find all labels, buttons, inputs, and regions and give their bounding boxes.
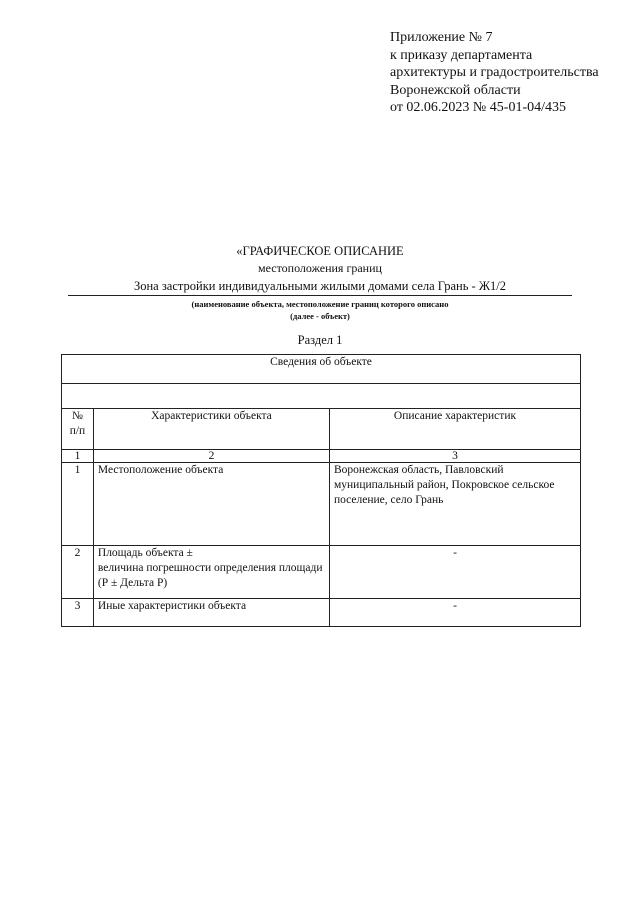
table-row — [62, 546, 581, 599]
row-characteristic: Площадь объекта ± величина погрешности определения площади (Р ± Дельта Р) — [93, 546, 329, 599]
column-header-num: № п/п — [62, 409, 94, 450]
row-description: - — [329, 599, 580, 627]
document-title-block — [60, 243, 580, 349]
row-characteristic: Местоположение объекта — [93, 463, 329, 546]
object-name-caption-2: (далее - объект) — [290, 311, 350, 321]
attachment-line: к приказу департамента — [390, 47, 533, 63]
table-index-row — [62, 450, 581, 463]
object-name-caption: (наименование объекта, местоположение границ которого описано — [191, 299, 449, 309]
table-row — [62, 463, 581, 546]
index-cell: 2 — [93, 450, 329, 463]
object-info-table — [61, 354, 581, 627]
row-number: 1 — [62, 463, 94, 546]
table-empty-cell — [62, 384, 581, 409]
attachment-line: архитектуры и градостроительства — [390, 65, 599, 80]
document-title: «ГРАФИЧЕСКОЕ ОПИСАНИЕ — [236, 244, 404, 258]
attachment-line: от 02.06.2023 № 45-01-04/435 — [390, 100, 567, 115]
document-subtitle: местоположения границ — [258, 261, 382, 275]
row-number: 3 — [62, 599, 94, 627]
attachment-line: Воронежской области — [390, 82, 521, 98]
row-description: Воронежская область, Павловский муниципальный район, Покровское сельское поселение, село Грань — [329, 463, 580, 546]
object-name: Зона застройки индивидуальными жилыми домами села Грань - Ж1/2 — [68, 277, 572, 296]
column-header-description: Описание характеристик — [329, 409, 580, 450]
column-header-characteristics: Характеристики объекта — [93, 409, 329, 450]
row-description: - — [329, 546, 580, 599]
attachment-header — [390, 29, 599, 117]
attachment-line: Приложение № 7 — [390, 30, 493, 45]
index-cell: 1 — [62, 450, 94, 463]
table-column-header-row — [62, 409, 581, 450]
table-row — [62, 599, 581, 627]
section-title: Раздел 1 — [297, 333, 343, 347]
table-empty-row — [62, 384, 581, 409]
row-number: 2 — [62, 546, 94, 599]
index-cell: 3 — [329, 450, 580, 463]
table-heading-row — [62, 355, 581, 384]
table-heading: Сведения об объекте — [62, 355, 581, 384]
row-characteristic: Иные характеристики объекта — [93, 599, 329, 627]
